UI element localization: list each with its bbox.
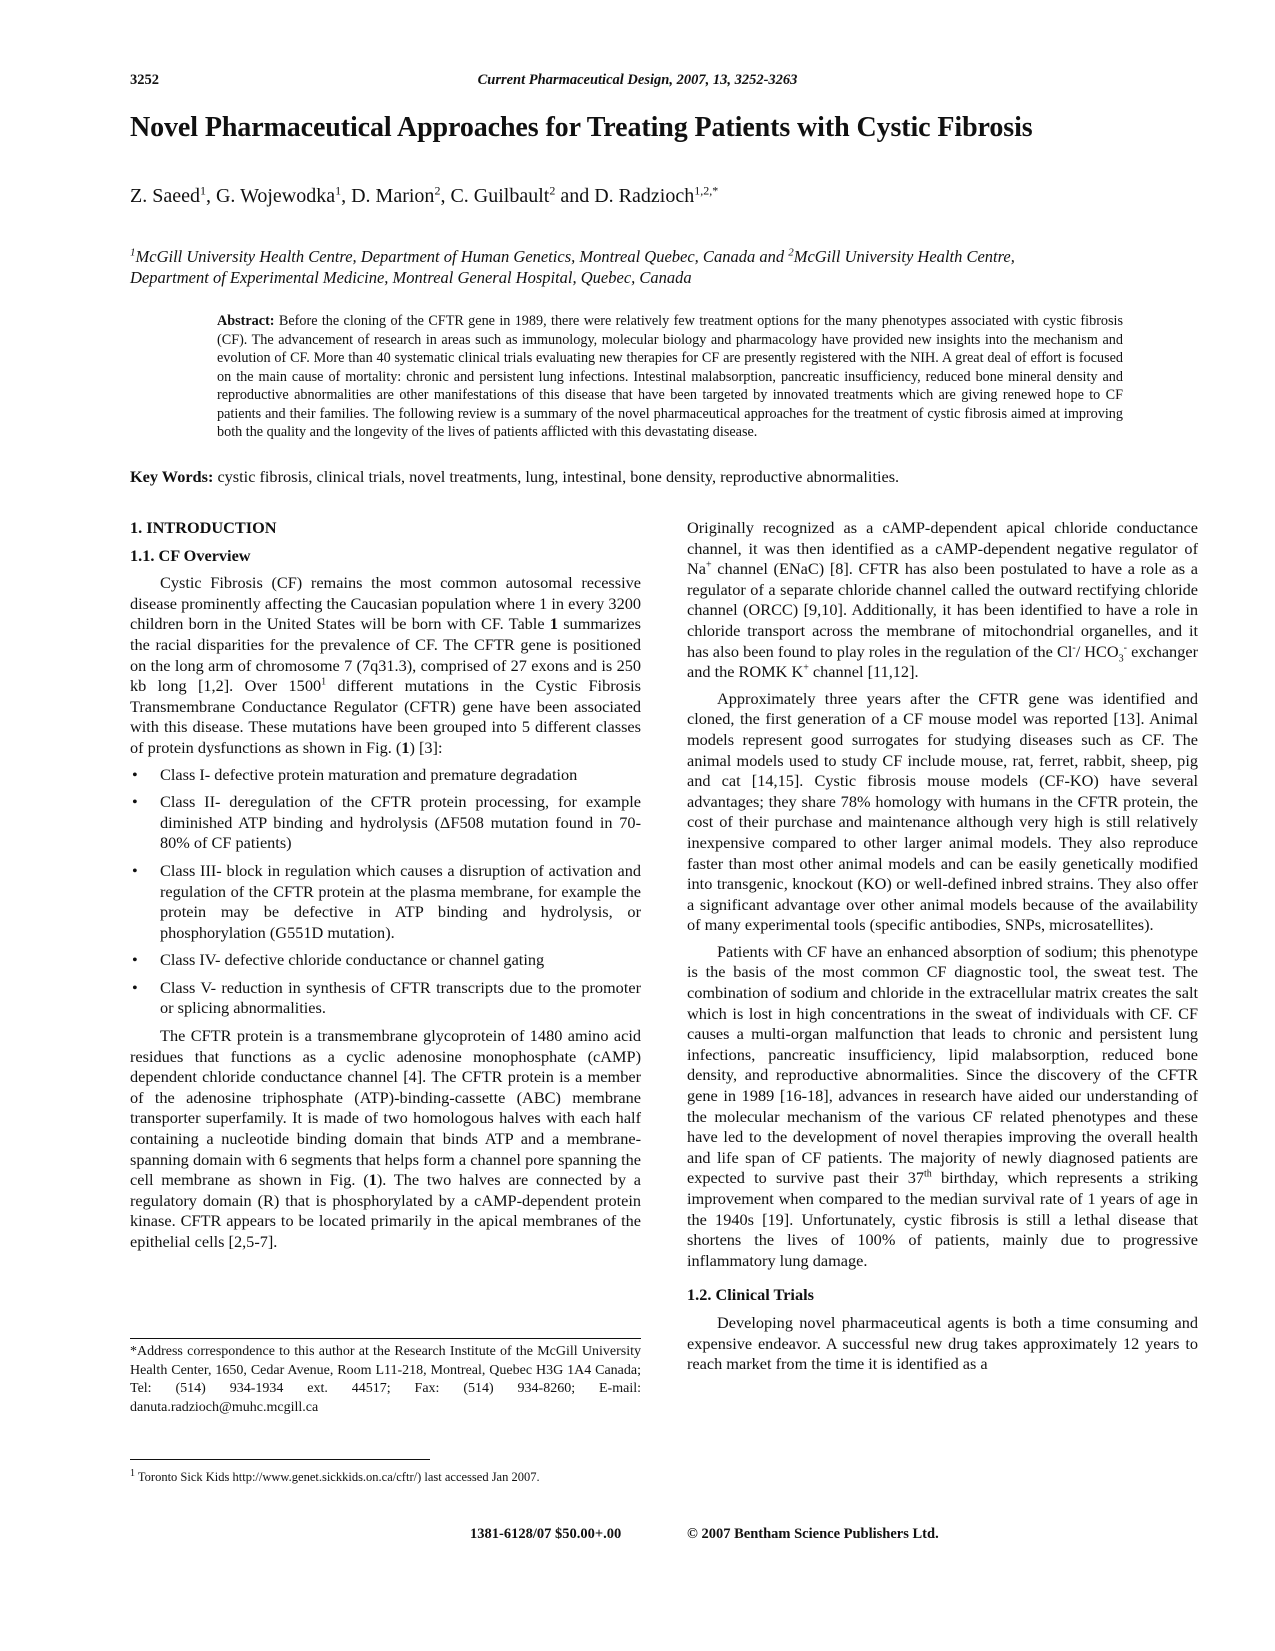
subscript: 3 <box>1118 652 1124 664</box>
author-separator: , <box>440 185 451 207</box>
author-affiliation-marker: 1 <box>199 183 206 198</box>
text-run: The CFTR protein is a transmembrane glycoprotein of 1480 amino acid residues that functions as a cyclic adenosine monophosphate (cAMP) dependent chloride conductance channel [4]. The CFTR protein is a member of the adenosine triphosphate (ATP)-binding-cassette (ABC) membrane transporter superfamily. It is made of two homologous halves with each half containing a nucleotide binding domain that binds ATP and a membrane-spanning domain with 6 segments that helps form a channel pore spanning the cell membrane as shown in Fig. ( <box>130 1026 641 1190</box>
list-item-text: Class II- deregulation of the CFTR protein processing, for example diminished ATP binding and hydrolysis (ΔF508 mutation found in 70-80% of CF patients) <box>160 792 641 853</box>
list-item-text: Class IV- defective chloride conductance or channel gating <box>160 950 545 970</box>
list-item <box>130 792 641 854</box>
affiliations <box>130 246 1160 288</box>
left-column <box>130 518 641 1259</box>
correspondence-note: *Address correspondence to this author at the Research Institute of the McGill University Health Center, 1650, Cedar Avenue, Room L11-218, Montreal, Quebec H3G 1A4 Canada; Tel: (514) 934-1934 ext. 44517; Fax: (514) 934-8260; E-mail: danuta.radzioch@muhc.mcgill.ca <box>130 1344 641 1415</box>
figure-reference: 1 <box>401 737 410 757</box>
abstract-text: Before the cloning of the CFTR gene in 1989, there were relatively few treatment options for the many phenotypes associated with cystic fibrosis (CF). The advancement of research in areas such as immunology, molecular biology and pharmacology have provided new insights into the mechanism and evolution of CF. More than 40 systematic clinical trials evaluating new therapies for CF are presently registered with the NIH. A great deal of effort is focused on the main cause of mortality: chronic and persistent lung infections. Intestinal malabsorption, pancreatic insufficiency, reduced bone mineral density and reproductive abnormalities are other manifestations of this disease that have been targeted by innovated treatments which are giving renewed hope to CF patients and their families. The following review is a summary of the novel pharmaceutical approaches for the treatment of cystic fibrosis aimed at improving both the quality and the longevity of the lives of patients afflicted with this devastating disease. <box>217 313 1123 440</box>
paragraph: Developing novel pharmaceutical agents is both a time consuming and expensive endeavor. A successful new drug takes approximately 12 years to reach market from the time it is identified as a <box>687 1312 1198 1374</box>
section-heading: 1. INTRODUCTION <box>130 518 277 537</box>
paragraph <box>130 1026 641 1253</box>
keywords <box>130 467 1160 487</box>
author-separator: , <box>205 185 216 207</box>
bullet-icon: • <box>132 977 138 997</box>
paragraph: Approximately three years after the CFTR gene was identified and cloned, the first generation of a CF mouse model was reported [13]. Animal models represent good surrogates for studying diseases such as CF. The animal models used to study CF include mouse, rat, ferret, rabbit, sheep, pig and cat [14,15]. Cystic fibrosis mouse models (CF-KO) have several advantages; they share 78% homology with humans in the CFTR protein, the cost of their purchase and maintenance although very high is still relatively inexpensive compared to other larger animal models. They also reproduce faster than most other animal models and can be easily genetically modified into transgenic, knockout (KO) or well-defined inbred strains. They also offer a significant advantage over other animal models because of the availability of many experimental tools (specific antibodies, SNPs, microsatellites). <box>687 688 1198 935</box>
text-run: Originally recognized as a cAMP-dependent apical chloride conductance channel, it was then identified as a cAMP-dependent negative regulator of Na <box>687 518 1198 579</box>
text-run: channel [11,12]. <box>808 662 919 682</box>
abstract-label: Abstract: <box>217 313 275 329</box>
paragraph <box>687 518 1198 683</box>
text-run: channel (ENaC) [8]. CFTR has also been postulated to have a role as a regulator of a separate chloride channel called the outward rectifying chloride channel (ORCC) [9,10]. Additionally, it has been identified to have a role in chloride transport across the membrane of mitochondrial organelles, and it has also been found to play roles in the regulation of the Cl <box>687 559 1198 661</box>
author-affiliation-marker: 1,2,* <box>694 183 719 198</box>
author-list <box>130 185 718 208</box>
author-name: C. Guilbault <box>450 185 550 207</box>
text-run: Cystic Fibrosis (CF) remains the most common autosomal recessive disease prominently affecting the Caucasian population where 1 in every 3200 children born in the United States will be born with CF. Table <box>130 573 641 634</box>
list-item <box>130 861 641 943</box>
list-item <box>130 950 641 971</box>
author-name: D. Marion <box>351 185 435 207</box>
journal-volume: 13 <box>712 72 728 88</box>
page-number: 3252 <box>130 72 159 88</box>
author-name: Z. Saeed <box>130 185 200 207</box>
list-item-text: Class III- block in regulation which causes a disruption of activation and regulation of the CFTR protein at the plasma membrane, for example the protein may be defective in ATP binding and hydrolysis, or phosphorylation (G551D mutation). <box>160 860 641 942</box>
author-affiliation-marker: 2 <box>434 183 441 198</box>
mutation-class-list <box>130 765 641 1020</box>
author-affiliation-marker: 2 <box>549 183 556 198</box>
bullet-icon: • <box>132 792 138 812</box>
keywords-label: Key Words: <box>130 467 214 486</box>
journal-year: 2007, <box>672 72 713 88</box>
bullet-icon: • <box>132 764 138 784</box>
right-column <box>687 518 1198 1381</box>
figure-reference: 1 <box>368 1170 377 1190</box>
affiliation-line: McGill University Health Centre, <box>793 247 1015 266</box>
author-name: D. Radzioch <box>594 185 695 207</box>
footnote-rule <box>130 1459 430 1460</box>
affiliation-marker: 1 <box>130 246 136 259</box>
paragraph <box>687 942 1198 1272</box>
bullet-icon: • <box>132 860 138 880</box>
journal-pages: , 3252-3263 <box>727 72 798 88</box>
affiliation-line: Department of Experimental Medicine, Montreal General Hospital, Quebec, Canada <box>130 268 692 287</box>
table-reference: 1 <box>549 614 558 634</box>
journal-citation <box>0 72 1275 89</box>
list-item <box>130 765 641 786</box>
author-affiliation-marker: 1 <box>335 183 342 198</box>
author-name: G. Wojewodka <box>215 185 336 207</box>
subsection-heading: 1.2. Clinical Trials <box>687 1285 814 1305</box>
list-item-text: Class I- defective protein maturation and premature degradation <box>160 764 578 784</box>
text-run: different mutations in the Cystic Fibrosis Transmembrane Conductance Regulator (CFTR) gene have been associated with this disease. These mutations have been grouped into 5 different classes of protein dysfunctions as shown in Fig. ( <box>130 676 641 757</box>
text-run: ). The two halves are connected by a regulatory domain (R) that is phosphorylated by a cAMP-dependent protein kinase. CFTR appears to be located primarily in the apical membranes of the epithelial cells [2,5-7]. <box>130 1170 641 1251</box>
paragraph <box>130 573 641 758</box>
superscript: th <box>923 1168 932 1180</box>
footnote-marker: 1 <box>321 676 327 688</box>
footnote-text: Toronto Sick Kids http://www.genet.sickkids.on.ca/cftr/) last accessed Jan 2007. <box>135 1470 540 1484</box>
superscript: + <box>803 662 809 674</box>
text-run: birthday, which represents a striking improvement when compared to the median survival rate of 1 years of age in the 1940s [19]. Unfortunately, cystic fibrosis is still a lethal disease that shortens the lives of 100% of patients, mainly due to progressive inflammatory lung damage. <box>687 1168 1198 1270</box>
author-separator: and <box>555 185 595 207</box>
journal-name: Current Pharmaceutical Design, <box>477 72 673 88</box>
text-run: ) [3]: <box>409 737 443 757</box>
text-run: summarizes the racial disparities for the prevalence of CF. The CFTR gene is positioned on the long arm of chromosome 7 (7q31.3), comprised of 27 exons and is 250 kb long [1,2]. Over 1500 <box>130 614 641 696</box>
bullet-icon: • <box>132 950 138 970</box>
affiliation-line: McGill University Health Centre, Department of Human Genetics, Montreal Quebec, Canada and <box>135 247 789 266</box>
footnote <box>130 1467 641 1485</box>
text-run: Patients with CF have an enhanced absorption of sodium; this phenotype is the basis of the most common CF diagnostic tool, the sweat test. The combination of sodium and chloride in the extracellular matrix creates the salt which is lost in high concentrations in the sweat of individuals with CF. CF causes a multi-organ malfunction that leads to chronic and persistent lung infections, pancreatic insufficiency, lipid malabsorption, reduced bone density, and reproductive abnormalities. Since the discovery of the CFTR gene in 1989 [16-18], advances in research have aided our understanding of the molecular mechanism of the various CF related phenotypes and these have led to the development of novel therapies improving the overall health and life span of CF patients. The majority of newly diagnosed patients are expected to survive past their 37 <box>687 941 1198 1188</box>
affiliation-marker: 2 <box>788 246 794 259</box>
superscript: + <box>705 559 712 571</box>
paper-title: Novel Pharmaceutical Approaches for Treating Patients with Cystic Fibrosis <box>130 112 1033 143</box>
superscript: - <box>1072 642 1076 654</box>
subsection-heading: 1.1. CF Overview <box>130 545 251 565</box>
correspondence-rule <box>130 1338 641 1339</box>
list-item <box>130 978 641 1019</box>
author-separator: , <box>341 185 352 207</box>
keywords-text: cystic fibrosis, clinical trials, novel treatments, lung, intestinal, bone density, reproductive abnormalities. <box>213 467 900 486</box>
list-item-text: Class V- reduction in synthesis of CFTR transcripts due to the promoter or splicing abnormalities. <box>160 977 641 1018</box>
superscript: - <box>1123 642 1128 654</box>
footer-issn: 1381-6128/07 $50.00+.00 <box>470 1526 622 1542</box>
footnote-marker: 1 <box>130 1467 135 1479</box>
text-run: exchanger and the ROMK K <box>687 641 1198 682</box>
footer-copyright: © 2007 Bentham Science Publishers Ltd. <box>687 1526 939 1542</box>
abstract <box>217 312 1123 442</box>
text-run: / HCO <box>1075 641 1119 661</box>
